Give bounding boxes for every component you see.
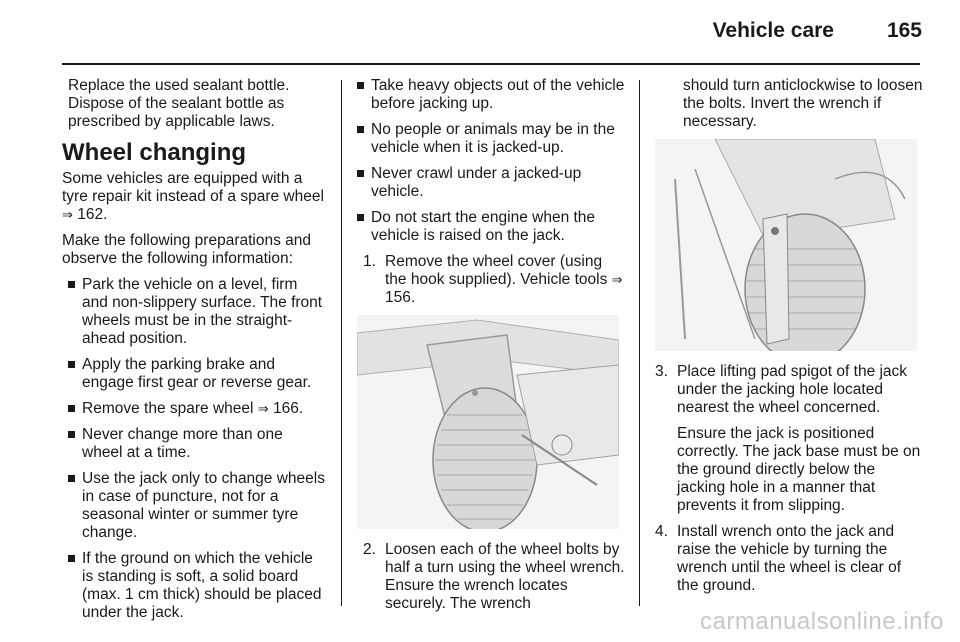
- wheel-cover-removal-illustration: [357, 315, 619, 529]
- bullet-icon: [68, 361, 75, 368]
- bullet-icon: [68, 431, 75, 438]
- list-item: Take heavy objects out of the vehicle before jacking up.: [357, 77, 625, 113]
- paragraph: Make the following preparations and observe the following information:: [62, 232, 312, 267]
- paragraph-text: Some vehicles are equipped with a tyre repair kit instead of a spare wheel: [62, 170, 324, 205]
- paragraph: should turn anticlockwise to loosen the bolts. Invert the wrench if necessary.: [683, 77, 923, 130]
- page-reference: 162.: [77, 206, 108, 223]
- bullet-icon: [357, 126, 364, 133]
- bullet-icon: [68, 281, 75, 288]
- column-divider: [341, 80, 342, 606]
- bullet-icon: [68, 555, 75, 562]
- list-item: Use the jack only to change wheels in case of puncture, not for a seasonal winter or summer tyre change.: [68, 470, 326, 542]
- step-note: Ensure the jack is positioned correctly. The jack base must be on the ground directly below the jacking hole in a manner that prevents it from slipping.: [677, 425, 921, 514]
- list-item: Apply the parking brake and engage first gear or reverse gear.: [68, 356, 326, 392]
- step-number: 2.: [363, 541, 376, 558]
- step-number: 1.: [363, 253, 376, 270]
- column-divider: [639, 80, 640, 606]
- list-item: Never change more than one wheel at a time.: [68, 426, 326, 462]
- paragraph: [62, 170, 326, 224]
- step-list: [357, 253, 625, 307]
- bullet-list: [62, 276, 326, 622]
- step-list: [655, 363, 923, 595]
- bullet-icon: [357, 214, 364, 221]
- section-heading: Wheel changing: [62, 139, 247, 166]
- section-title: Vehicle care: [712, 19, 834, 42]
- page-number: 165: [886, 19, 922, 42]
- header-rule: [62, 63, 920, 65]
- list-item: Do not start the engine when the vehicle is raised on the jack.: [357, 209, 625, 245]
- list-item: If the ground on which the vehicle is standing is soft, a solid board (max. 1 cm thick) should be placed under the jack.: [68, 550, 326, 622]
- step-item: 2. Loosen each of the wheel bolts by half a turn using the wheel wrench. Ensure the wrench locates securely. The wrench: [363, 541, 625, 612]
- page-reference: 156.: [385, 289, 416, 306]
- step-list: [357, 541, 625, 613]
- column-2: [357, 77, 625, 621]
- list-item: No people or animals may be in the vehicle when it is jacked-up.: [357, 121, 625, 157]
- column-1: [62, 77, 326, 630]
- bullet-icon: [68, 405, 75, 412]
- step-number: 3.: [655, 363, 668, 380]
- watermark: carmanualsonline.info: [700, 608, 944, 635]
- list-item: Remove the spare wheel ⇒ 166.: [68, 400, 326, 418]
- list-item: Never crawl under a jacked-up vehicle.: [357, 165, 625, 201]
- arrow-reference-icon: ⇒: [611, 272, 623, 287]
- bullet-icon: [68, 475, 75, 482]
- arrow-reference-icon: ⇒: [257, 401, 269, 416]
- sealant-paragraph: Replace the used sealant bottle. Dispose of the sealant bottle as prescribed by applicable laws.: [68, 77, 290, 130]
- arrow-reference-icon: ⇒: [62, 207, 73, 222]
- wrench-on-wheel-bolt-illustration: [655, 139, 917, 351]
- page-reference: 166.: [273, 400, 304, 417]
- bullet-icon: [357, 170, 364, 177]
- step-item: 3. Place lifting pad spigot of the jack under the jacking hole located nearest the wheel concerned. Ensure the jack is positioned correctly. The jack base must be on the ground directly below the jacking hole in a manner that prevents it from slipping.: [655, 363, 923, 515]
- bullet-list: [357, 77, 625, 245]
- column-3: [655, 77, 923, 603]
- step-number: 4.: [655, 523, 668, 540]
- step-item: 1. Remove the wheel cover (using the hook supplied). Vehicle tools ⇒ 156.: [363, 253, 623, 306]
- list-item: Park the vehicle on a level, firm and non-slippery surface. The front wheels must be in the straight-ahead position.: [68, 276, 326, 348]
- bullet-icon: [357, 82, 364, 89]
- step-item: 4. Install wrench onto the jack and raise the vehicle by turning the wrench until the wheel is clear of the ground.: [655, 523, 902, 594]
